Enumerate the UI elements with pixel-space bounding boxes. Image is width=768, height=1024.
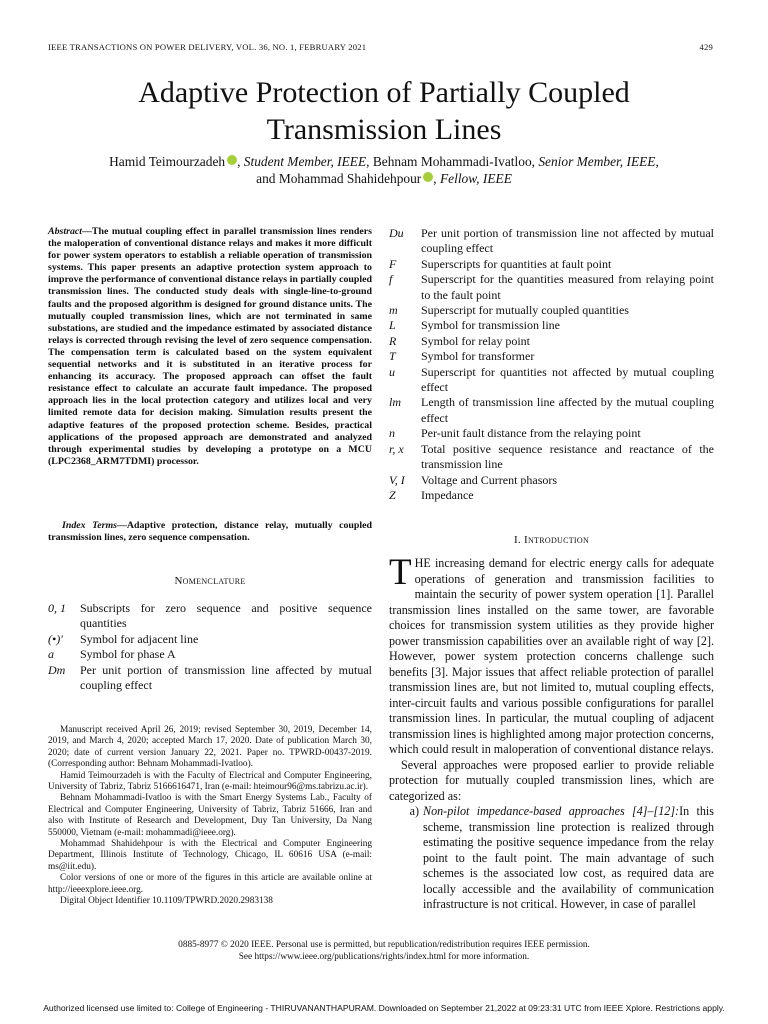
author-role: Student Member, IEEE <box>243 154 367 169</box>
author-line-1: Hamid Teimourzadeh , Student Member, IEEE, Behnam Mohammadi-Ivatloo, Senior Member, IEEE, <box>109 154 659 169</box>
orcid-icon[interactable] <box>227 155 237 165</box>
nomenclature-symbol: n <box>389 426 395 441</box>
nomenclature-entry <box>48 601 372 632</box>
intro-paragraph: Several approaches were proposed earlier to provide reliable protection for mutually coupled transmission lines, which are categorized as: <box>389 757 714 803</box>
author-conjunction: and <box>256 171 276 186</box>
nomenclature-entry <box>48 647 372 662</box>
running-header <box>48 42 713 52</box>
nomenclature-definition: Superscripts for quantities at fault point <box>421 256 612 271</box>
nomenclature-definition: Superscript for quantities not affected by mutual coupling effect <box>421 364 714 395</box>
section-number: I. <box>513 534 521 546</box>
nomenclature-symbol: Dm <box>48 662 66 677</box>
footnote-paragraph: Digital Object Identifier 10.1109/TPWRD.2020.2983138 <box>60 896 273 907</box>
list-item-text <box>423 804 714 913</box>
nomenclature-entry <box>389 272 714 303</box>
orcid-icon[interactable] <box>423 172 433 182</box>
nomenclature-definition: Superscript for mutually coupled quantities <box>421 303 629 318</box>
nomenclature-definition: Superscript for the quantities measured from relaying point to the fault point <box>421 272 714 302</box>
nomenclature-symbol: Du <box>389 226 404 240</box>
nomenclature-definition: Subscripts for zero sequence and positive sequence quantities <box>80 601 372 631</box>
nomenclature-definition: Symbol for transmission line <box>421 318 560 333</box>
nomenclature-entry <box>389 473 714 488</box>
nomenclature-symbol: lm <box>389 395 401 410</box>
author-name: Mohammad Shahidehpour <box>278 171 422 186</box>
abstract-text: —The mutual coupling effect in parallel transmission lines renders the maloperation of conventional distance relays and makes it more difficult for power system operators to establish a reliable operation of transmission systems. This paper presents an adaptive protection system approach to improve the performance of conventional distance relays in partially coupled transmission lines. The conducted study deals with single-line-to-ground faults and the proposed algorithm is designed for ground distance units. The mutually coupled transmission lines, which are not terminated in same substations, are studied and the impedance estimated by associated distance relays is corrected through revising the level of zero sequence compensation. The compensation term is calculated based on the system equivalent sequential networks and it is substituted in an iterative process for enhancing its accuracy. The proposed approach can offset the fault resistance effect to calculate an accurate fault impedance. The proposed approach lies in the local protection category and utilizes local and very limited remote data for decision making. Simulation results present the adaptive features of the proposed protection scheme. Besides, practical applications of the proposed approach are demonstrated and analyzed through experimental studies by developing a prototype on a MCU (LPC2368_ARM7TDMI) processor. <box>48 226 372 467</box>
nomenclature-entry <box>48 632 372 647</box>
nomenclature-symbol: F <box>389 256 397 271</box>
nomenclature-symbol: Z <box>389 487 396 502</box>
copyright-notice <box>48 940 720 963</box>
footnote-paragraph: Manuscript received April 26, 2019; revised September 30, 2019, December 14, 2019, and March 4, 2020; accepted March 17, 2020. Date of publication March 30, 2020; date of current version January 22, 2021. Paper no. TPWRD-00437-2019. (Corresponding author: Behnam Mohammadi-Ivatloo). <box>48 725 372 770</box>
nomenclature-definition: Symbol for phase A <box>80 647 176 662</box>
intro-paragraph-1-text: HE increasing demand for electric energy calls for adequate operations of generation and transmission facilities to maintain the security of power system operation [1]. Parallel transmission lines installed on the same tower, are favorable choices for transmission system utilities as they provide higher power transmission capabilities over an available right of way [2]. However, power system protection concerns challenge such benefits [3]. Major issues that affect reliable protection of parallel transmission lines are, but not limited to, mutual coupling effects, inter-circuit faults and various possible configurations for parallel transmission lines. In particular, the mutual coupling of adjacent transmission lines is highlighted among major protection concerns, which could result in maloperation of conventional distance relays. <box>389 556 714 756</box>
nomenclature-entry <box>389 334 714 349</box>
nomenclature-symbol: f <box>389 272 393 287</box>
list-item-label: a) <box>409 804 419 818</box>
list-item-body: In this scheme, transmission line protection is realized through estimating the positive sequence impedance from the relay point to the fault point. The main advantage of such schemes is the associated low cost, as required data are locally accessible and the availability of communication infrastructure is not critical. However, in case of parallel <box>423 804 714 911</box>
journal-name: IEEE TRANSACTIONS ON POWER DELIVERY, VOL. 36, NO. 1, FEBRUARY 2021 <box>48 42 367 52</box>
nomenclature-definition: Length of transmission line affected by the mutual coupling effect <box>421 395 714 425</box>
nomenclature-symbol: u <box>389 364 395 379</box>
nomenclature-definition: Impedance <box>421 487 474 502</box>
nomenclature-entry <box>389 226 714 257</box>
author-role: Fellow, IEEE <box>439 171 512 186</box>
index-terms <box>48 520 372 544</box>
footnote-paragraph: Mohammad Shahidehpour is with the Electrical and Computer Engineering Department, Illinois Institute of Technology, Chicago, IL 60616 USA (e-mail: ms@iit.edu). <box>48 839 372 872</box>
introduction-body <box>389 552 714 913</box>
title-line-1: Adaptive Protection of Partially Coupled <box>138 76 630 109</box>
nomenclature-symbol: r, x <box>389 441 404 456</box>
nomenclature-heading: Nomenclature <box>174 575 246 587</box>
intro-paragraph <box>389 552 714 758</box>
list-item-title: Non-pilot impedance-based approaches [4]–[12]: <box>423 804 680 818</box>
footnote-paragraph: Behnam Mohammadi-Ivatloo is with the Smart Energy Systems Lab., Faculty of Electrical and Computer Engineering, University of Tabriz, Tabriz 51666, Iran and also with Institute of Research and Development, Duy Tan University, Da Nang 550000, Vietnam (e-mail: mohammadi@ieee.org). <box>48 793 372 838</box>
nomenclature-definition: Symbol for adjacent line <box>80 631 199 646</box>
nomenclature-entry <box>389 318 714 333</box>
index-terms-text: —Adaptive protection, distance relay, mutually coupled transmission lines, zero sequence compensation. <box>48 520 373 544</box>
nomenclature-entry <box>389 426 714 441</box>
nomenclature-symbol: m <box>389 303 398 318</box>
nomenclature-symbol: L <box>389 318 396 333</box>
nomenclature-entry <box>389 349 714 364</box>
nomenclature-symbol: (•)′ <box>48 631 63 646</box>
nomenclature-entry <box>389 442 714 473</box>
index-terms-label: Index Terms <box>62 520 117 531</box>
nomenclature-symbol: R <box>389 333 397 348</box>
section-title: Introduction <box>524 534 590 546</box>
author-role: Senior Member, IEEE <box>538 154 656 169</box>
nomenclature-symbol: V, I <box>389 472 405 487</box>
nomenclature-entry <box>389 395 714 426</box>
license-banner: Authorized licensed use limited to: College of Engineering - THIRUVANANTHAPURAM. Downloaded on September 21,2022 at 09:23:31 UTC from IEEE Xplore. Restrictions apply. <box>43 1003 725 1013</box>
abstract <box>48 226 372 468</box>
nomenclature-definition: Voltage and Current phasors <box>421 472 558 487</box>
copyright-line-2: See https://www.ieee.org/publications/rights/index.html for more information. <box>238 951 530 962</box>
copyright-line-1: 0885-8977 © 2020 IEEE. Personal use is permitted, but republication/redistribution requires IEEE permission. <box>178 940 590 950</box>
nomenclature-entry <box>389 303 714 318</box>
abstract-label: Abstract <box>48 226 83 237</box>
nomenclature-entry <box>389 257 714 272</box>
author-name: Behnam Mohammadi-Ivatloo <box>372 154 532 169</box>
paper-title <box>48 74 720 148</box>
nomenclature-definition: Per unit portion of transmission line affected by mutual coupling effect <box>80 662 372 693</box>
nomenclature-definition: Per-unit fault distance from the relaying point <box>421 426 641 441</box>
introduction-heading <box>389 534 714 546</box>
nomenclature-definition: Symbol for transformer <box>421 349 535 364</box>
nomenclature-definition: Symbol for relay point <box>421 333 530 348</box>
list-item <box>389 804 714 913</box>
nomenclature-entry <box>389 365 714 396</box>
drop-cap: T <box>389 552 412 593</box>
author-name: Hamid Teimourzadeh <box>109 154 226 169</box>
footnote-paragraph: Hamid Teimourzadeh is with the Faculty of Electrical and Computer Engineering, University of Tabriz, Tabriz 5166616471, Iran (e-mail: hteimour96@ms.tabrizu.ac.ir). <box>48 770 372 793</box>
nomenclature-symbol: 0, 1 <box>48 601 66 615</box>
footnote-paragraph: Color versions of one or more of the figures in this article are available online at http://ieeexplore.ieee.org. <box>48 873 372 895</box>
page-number: 429 <box>699 42 713 52</box>
nomenclature-list-left <box>48 601 372 693</box>
nomenclature-entry <box>389 488 714 503</box>
nomenclature-entry <box>48 663 372 694</box>
footnotes <box>48 725 372 908</box>
author-list <box>48 153 720 187</box>
nomenclature-symbol: T <box>389 349 396 364</box>
nomenclature-list-right <box>389 226 714 503</box>
nomenclature-definition: Total positive sequence resistance and reactance of the transmission line <box>421 441 714 472</box>
author-line-2: and Mohammad Shahidehpour , Fellow, IEEE <box>256 171 512 186</box>
nomenclature-symbol: a <box>48 647 54 662</box>
nomenclature-definition: Per unit portion of transmission line not affected by mutual coupling effect <box>421 226 714 256</box>
title-line-2: Transmission Lines <box>266 113 502 146</box>
